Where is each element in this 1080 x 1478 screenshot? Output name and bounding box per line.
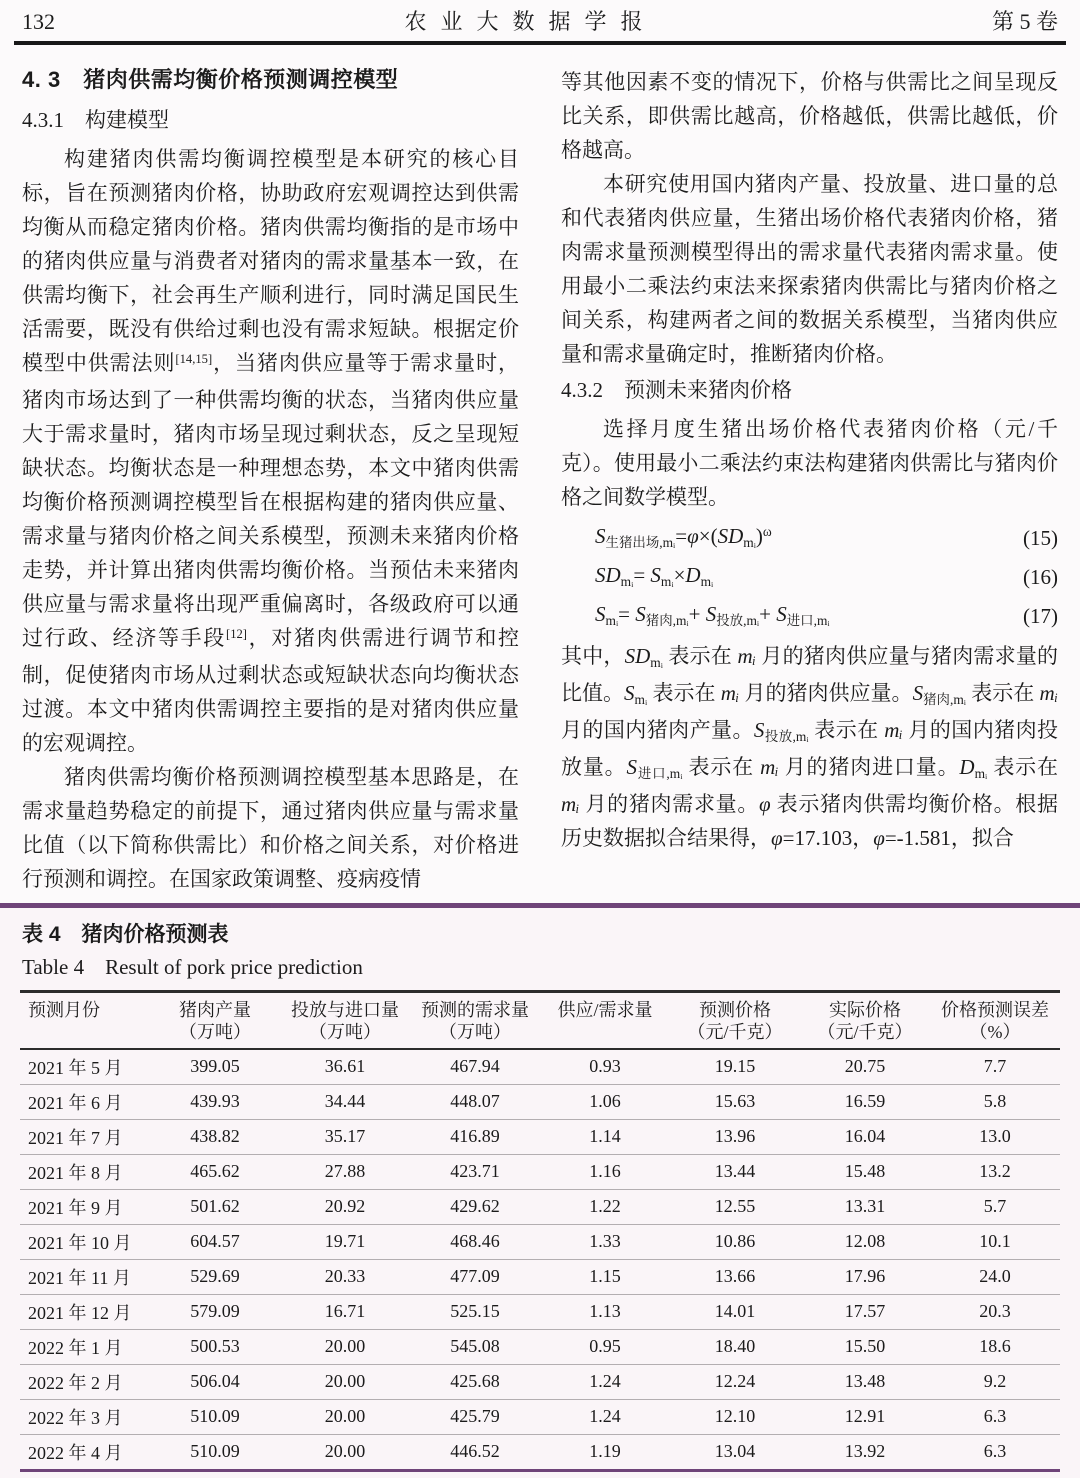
table-cell: 17.96 [800, 1259, 930, 1294]
column-header [930, 992, 1060, 1050]
math-variable: D [959, 755, 975, 779]
math-variable: mᵢ [737, 644, 756, 668]
math-subscript: mᵢ [620, 574, 634, 590]
table-cell: 16.71 [280, 1294, 410, 1329]
table-cell: 1.14 [540, 1119, 670, 1154]
table-caption-en: Table 4 Result of pork price prediction [22, 955, 363, 979]
pork-price-prediction-table [20, 990, 1060, 1469]
running-head [0, 0, 1080, 41]
table-cell: 2022 年 3 月 [20, 1399, 150, 1434]
table-header-row [20, 992, 1060, 1050]
table-cell: 1.06 [540, 1084, 670, 1119]
subsection-heading-4-3-1: 4.3.1 构建模型 [22, 108, 169, 132]
journal-title: 农业大数据学报 [404, 9, 657, 34]
math-variable: S [912, 681, 924, 705]
table-cell: 36.61 [280, 1049, 410, 1084]
column-unit: （元/千克） [817, 1022, 913, 1042]
text-segment: 其中， [561, 644, 625, 668]
formula-17 [595, 600, 1058, 631]
math-variable: S [626, 755, 638, 779]
table-cell: 2021 年 6 月 [20, 1084, 150, 1119]
text-segment: 表示在 [662, 644, 738, 668]
table-row [20, 1119, 1060, 1154]
table-cell: 2021 年 9 月 [20, 1189, 150, 1224]
table-cell: 19.15 [670, 1049, 800, 1084]
text-segment: = [675, 524, 688, 548]
column-unit: （万吨） [439, 1022, 511, 1042]
text-segment: + [759, 602, 777, 626]
formula-15 [595, 522, 1058, 553]
math-superscript: ω [762, 524, 772, 540]
math-variable: S [635, 602, 646, 626]
table-row [20, 1399, 1060, 1434]
column-label: 预测月份 [28, 1000, 100, 1020]
table-cell: 35.17 [280, 1119, 410, 1154]
table-cell: 529.69 [150, 1259, 280, 1294]
math-variable: S [650, 563, 661, 587]
table-cell: 12.10 [670, 1399, 800, 1434]
column-header [20, 992, 150, 1050]
table-cell: 13.48 [800, 1364, 930, 1399]
math-subscript: 猪肉,mᵢ [923, 692, 966, 708]
table-cell: 18.6 [930, 1329, 1060, 1364]
table-cell: 2021 年 5 月 [20, 1049, 150, 1084]
table-cell: 477.09 [410, 1259, 540, 1294]
text-segment: 表示在 [647, 681, 721, 705]
table-cell: 6.3 [930, 1399, 1060, 1434]
table-row [20, 1154, 1060, 1189]
table-cell: 13.2 [930, 1154, 1060, 1189]
table-cell: 1.13 [540, 1294, 670, 1329]
table-cell: 2021 年 7 月 [20, 1119, 150, 1154]
table-cell: 5.8 [930, 1084, 1060, 1119]
formula-16-number: (16) [1023, 564, 1058, 589]
math-variable: SD [717, 524, 744, 548]
paragraph-continuation: 等其他因素不变的情况下，价格与供需比之间呈现反比关系，即供需比越高，价格越低，供需比越低，价格越高。 [561, 70, 1058, 162]
table-cell: 7.7 [930, 1049, 1060, 1084]
column-unit [28, 1021, 148, 1043]
table-cell: 20.00 [280, 1329, 410, 1364]
math-variable: S [595, 602, 606, 626]
math-subscript: mᵢ [660, 574, 674, 590]
text-segment: × [673, 563, 686, 587]
math-subscript: 生猪出场,mᵢ [605, 535, 676, 551]
table-cell: 399.05 [150, 1049, 280, 1084]
text-segment: 月的猪肉进口量。 [778, 755, 960, 779]
formula-16-expression [595, 561, 713, 592]
table-row [20, 1189, 1060, 1224]
table-cell: 525.15 [410, 1294, 540, 1329]
formula-15-expression [595, 522, 772, 553]
table-cell: 2021 年 10 月 [20, 1224, 150, 1259]
math-variable: S [776, 602, 787, 626]
paragraph-data-sources: 本研究使用国内猪肉产量、投放量、进口量的总和代表猪肉供应量，生猪出场价格代表猪肉价格，猪肉需求量预测模型得出的需求量代表猪肉需求量。使用最小二乘法约束法来探索猪肉供需比与猪肉价格之间关系，构建两者之间的数据关系模型，当猪肉供应量和需求量确定时，推断猪肉价格。 [561, 172, 1058, 366]
table-cell: 15.48 [800, 1154, 930, 1189]
table-cell: 425.79 [410, 1399, 540, 1434]
table-cell: 0.95 [540, 1329, 670, 1364]
math-subscript: 投放,mᵢ [716, 613, 760, 629]
table-cell: 423.71 [410, 1154, 540, 1189]
table-body [20, 1049, 1060, 1469]
citation-ref: [14,15] [175, 352, 213, 367]
text-segment: 月的国内猪肉产量。 [561, 718, 754, 742]
text-segment: =17.103， [782, 826, 874, 850]
table-cell: 12.55 [670, 1189, 800, 1224]
table-cell: 0.93 [540, 1049, 670, 1084]
table-cell: 13.0 [930, 1119, 1060, 1154]
table-cell: 2021 年 8 月 [20, 1154, 150, 1189]
column-unit: （万吨） [179, 1022, 251, 1042]
table-cell: 446.52 [450, 1441, 500, 1462]
table-row [20, 1049, 1060, 1084]
math-subscript: mᵢ [700, 574, 714, 590]
table-cell: 2021 年 11 月 [20, 1259, 150, 1294]
formula-15-number: (15) [1023, 525, 1058, 550]
table-cell: 27.88 [280, 1154, 410, 1189]
table-row [20, 1294, 1060, 1329]
table-cell: 1.15 [540, 1259, 670, 1294]
table-cell: 2022 年 1 月 [20, 1329, 150, 1364]
column-label: 预测的需求量 [421, 1000, 529, 1020]
table-row [20, 1329, 1060, 1364]
math-subscript: mᵢ [634, 692, 648, 708]
math-variable: SD [595, 563, 621, 587]
text-segment: =-1.581，拟合 [884, 826, 1014, 850]
table-cell: 579.09 [150, 1294, 280, 1329]
table-cell: 6.3 [983, 1441, 1007, 1462]
text-segment: ×( [698, 524, 718, 548]
column-label: 预测价格 [699, 1000, 771, 1020]
math-variable: S [753, 718, 765, 742]
text-segment: 月的猪肉供应量与猪肉需求量的比值。 [561, 644, 1059, 705]
table-cell: 467.94 [410, 1049, 540, 1084]
math-variable: φ [873, 826, 885, 850]
left-column [22, 65, 519, 903]
section-heading-4-3: 4. 3 猪肉供需均衡价格预测调控模型 [22, 67, 399, 92]
citation-ref: [12] [226, 627, 247, 642]
table-cell: 18.40 [670, 1329, 800, 1364]
table-cell: 16.04 [800, 1119, 930, 1154]
math-variable: SD [624, 644, 651, 668]
paragraph-price-model: 选择月度生猪出场价格代表猪肉价格（元/千克）。使用最小二乘法约束法构建猪肉供需比与猪肉价格之间数学模型。 [561, 417, 1058, 509]
table-row [20, 1084, 1060, 1119]
table-cell: 12.24 [670, 1364, 800, 1399]
column-label: 供应/需求量 [557, 1000, 653, 1020]
table-cell: 1.24 [540, 1399, 670, 1434]
math-subscript: mᵢ [650, 655, 663, 671]
column-label: 实际价格 [829, 1000, 901, 1020]
text-segment: 月的猪肉需求量。 [579, 792, 760, 816]
paragraph-model-construction [22, 142, 519, 760]
table-cell: 448.07 [410, 1084, 540, 1119]
paragraph-symbol-explanation [561, 639, 1058, 855]
math-subscript: mᵢ [743, 535, 756, 551]
column-label: 价格预测误差 [941, 1000, 1049, 1020]
table-cell: 15.50 [800, 1329, 930, 1364]
text-segment: 表示猪肉供需均衡价格。根据历史数据拟合结果得， [561, 792, 1059, 850]
table-cell: 500.53 [150, 1329, 280, 1364]
column-header [670, 992, 800, 1050]
math-variable: S [705, 602, 717, 626]
table-cell: 12.91 [800, 1399, 930, 1434]
subsection-heading-4-3-2: 4.3.2 预测未来猪肉价格 [561, 378, 792, 402]
math-subscript: mᵢ [974, 766, 988, 782]
table-cell: 438.82 [150, 1119, 280, 1154]
table-cell: 10.86 [670, 1224, 800, 1259]
table-cell: 429.62 [410, 1189, 540, 1224]
table-cell: 13.31 [800, 1189, 930, 1224]
table-cell: 15.63 [670, 1084, 800, 1119]
text-segment: 表示在 [682, 755, 761, 779]
math-variable: φ [771, 826, 783, 850]
table-cell: 13.96 [670, 1119, 800, 1154]
table-cell: 510.09 [190, 1441, 240, 1462]
table-cell: 16.59 [800, 1084, 930, 1119]
table-cell: 468.46 [410, 1224, 540, 1259]
table-head [20, 992, 1060, 1050]
table-cell: 1.19 [589, 1441, 621, 1462]
math-variable: S [624, 681, 635, 705]
math-variable: D [685, 563, 701, 587]
column-header [410, 992, 540, 1050]
table-cell: 439.93 [150, 1084, 280, 1119]
table-cell: 19.71 [280, 1224, 410, 1259]
text-segment: = [633, 563, 651, 587]
right-column [561, 65, 1058, 903]
table-cell: 34.44 [280, 1084, 410, 1119]
table-row [20, 1224, 1060, 1259]
column-header [280, 992, 410, 1050]
text-segment: 月的猪肉供应量。 [739, 681, 913, 705]
formula-17-expression [595, 600, 830, 631]
table-cell: 2021 年 12 月 [20, 1294, 150, 1329]
math-variable: φ [759, 792, 771, 816]
math-variable: mᵢ [720, 681, 740, 705]
table-cell: 20.92 [280, 1189, 410, 1224]
table-cell: 501.62 [150, 1189, 280, 1224]
table-cell: 24.0 [930, 1259, 1060, 1294]
table-cell: 14.01 [670, 1294, 800, 1329]
table-cell: 20.33 [280, 1259, 410, 1294]
table-cell: 20.75 [800, 1049, 930, 1084]
math-subscript: 猪肉,mᵢ [645, 613, 689, 629]
table-cell: 9.2 [930, 1364, 1060, 1399]
column-unit [542, 1021, 668, 1043]
formula-17-number: (17) [1023, 603, 1058, 628]
table-row [20, 1259, 1060, 1294]
formula-16 [595, 561, 1058, 592]
table-cell: 1.24 [540, 1364, 670, 1399]
text-segment: + [688, 602, 706, 626]
table-cell: 20.3 [930, 1294, 1060, 1329]
math-variable: mᵢ [760, 755, 779, 779]
column-header [540, 992, 670, 1050]
math-subscript: 投放,mᵢ [764, 729, 809, 745]
math-variable: φ [687, 524, 699, 548]
text-columns [0, 45, 1080, 903]
table-row [20, 1364, 1060, 1399]
column-header [800, 992, 930, 1050]
table-caption-zh: 表 4 猪肉价格预测表 [22, 923, 229, 946]
table-cell: 604.57 [150, 1224, 280, 1259]
volume-label: 第 5 卷 [991, 9, 1058, 34]
text-segment: 月的国内猪肉投放量。 [561, 718, 1059, 779]
math-variable: mᵢ [561, 792, 580, 816]
table-cell: 545.08 [410, 1329, 540, 1364]
math-variable: mᵢ [884, 718, 903, 742]
table-cell: 425.68 [410, 1364, 540, 1399]
table-cell: 17.57 [800, 1294, 930, 1329]
text-segment: = [618, 602, 636, 626]
table-cell: 12.08 [800, 1224, 930, 1259]
column-unit: （万吨） [309, 1022, 381, 1042]
math-subscript: 进口,mᵢ [637, 766, 683, 782]
table-row [20, 1434, 1060, 1469]
math-variable: mᵢ [1039, 681, 1059, 705]
column-header [150, 992, 280, 1050]
table-cell: 2022 年 2 月 [20, 1364, 150, 1399]
table-cell: 1.22 [540, 1189, 670, 1224]
text-segment: 表示在 [808, 718, 885, 742]
table-cell: 20.00 [280, 1364, 410, 1399]
column-unit: （%） [969, 1022, 1021, 1042]
table-cell: 2022 年 4 月 [28, 1442, 123, 1463]
table-cell: 13.66 [670, 1259, 800, 1294]
table-cell: 5.7 [930, 1189, 1060, 1224]
paragraph-model-idea: 猪肉供需均衡价格预测调控模型基本思路是，在需求量趋势稳定的前提下，通过猪肉供应量与需求量比值（以下简称供需比）和价格之间关系，对价格进行预测和调控。在国家政策调整、疫病疫情 [22, 765, 519, 891]
math-variable: S [595, 524, 606, 548]
table-cell: 510.09 [150, 1399, 280, 1434]
column-label: 投放与进口量 [291, 1000, 399, 1020]
column-label: 猪肉产量 [179, 1000, 251, 1020]
table-cell: 416.89 [410, 1119, 540, 1154]
text-segment: 表示在 [987, 755, 1059, 779]
page-number: 132 [22, 9, 55, 34]
column-unit: （元/千克） [687, 1022, 783, 1042]
table-cell: 465.62 [150, 1154, 280, 1189]
table-cell: 10.1 [930, 1224, 1060, 1259]
table-cell: 20.00 [324, 1441, 366, 1462]
table-cell: 506.04 [150, 1364, 280, 1399]
table-cell: 1.16 [540, 1154, 670, 1189]
text-segment: 构建猪肉供需均衡调控模型是本研究的核心目标，旨在预测猪肉价格，协助政府宏观调控达到供需均衡从而稳定猪肉价格。猪肉供需均衡指的是市场中的猪肉供应量与消费者对猪肉的需求量基本一致，在供需均衡下，社会再生产顺利进行，同时满足国民生活需要，既没有供给过剩也没有需求短缺。根据定价模型中供需法则 [22, 147, 519, 375]
table-bottom-bar [20, 1469, 1060, 1472]
table-cell: 13.04 [714, 1441, 756, 1462]
table-cell: 1.33 [540, 1224, 670, 1259]
table-cell: 13.92 [844, 1441, 886, 1462]
table-cell: 20.00 [280, 1399, 410, 1434]
math-subscript: mᵢ [605, 613, 619, 629]
math-subscript: 进口,mᵢ [786, 613, 830, 629]
text-segment: ，当猪肉供应量等于需求量时，猪肉市场达到了一种供需均衡的状态，当猪肉供应量大于需求量时，猪肉市场呈现过剩状态，反之呈现短缺状态。均衡状态是一种理想态势，本文中猪肉供需均衡价格预测调控模型旨在根据构建的猪肉供应量、需求量与猪肉价格之间关系模型，预测未来猪肉价格走势，并计算出猪肉供需均衡价格。当预估未来猪肉供应量与需求量将出现严重偏离时，各级政府可以通过行政、经济等手段 [22, 351, 519, 650]
text-segment: ，对猪肉供需进行调节和控制，促使猪肉市场从过剩状态或短缺状态向均衡状态过渡。本文中猪肉供需调控主要指的是对猪肉供应量的宏观调控。 [22, 626, 520, 755]
text-segment: ) [755, 524, 763, 548]
table-section [0, 903, 1080, 1478]
table-cell: 13.44 [670, 1154, 800, 1189]
text-segment: 表示在 [965, 681, 1040, 705]
